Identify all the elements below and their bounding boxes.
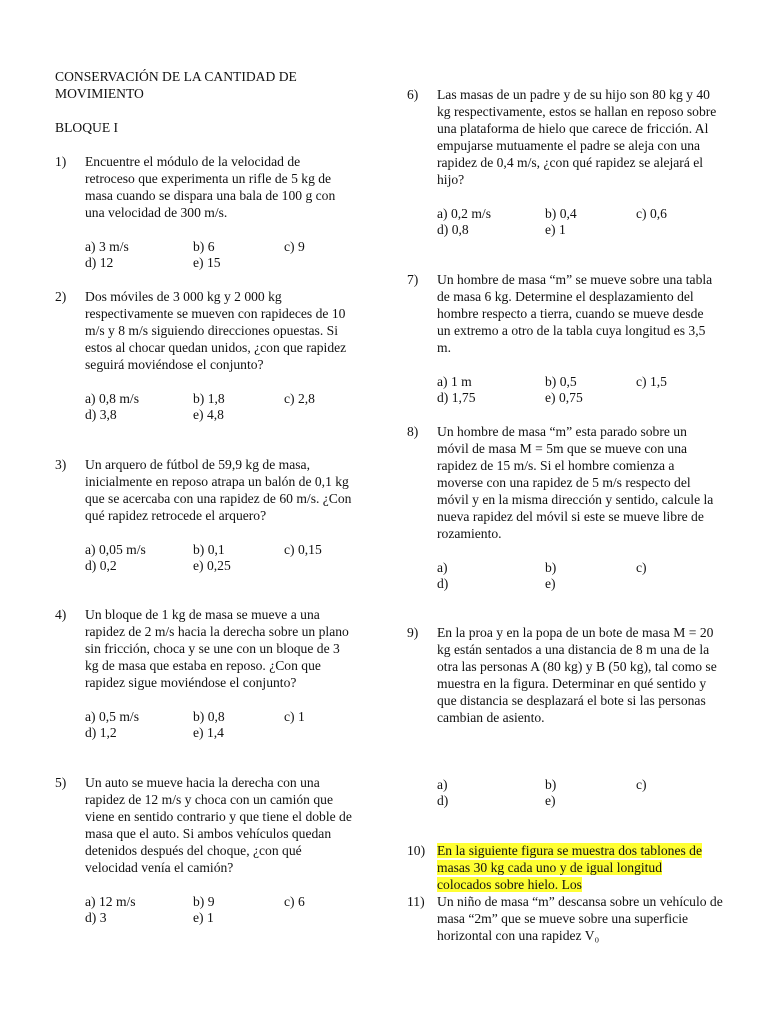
- question-number: 7): [407, 272, 419, 287]
- option-d: d) 1,2: [85, 725, 117, 740]
- option-d: d) 1,75: [437, 390, 476, 405]
- question-9: [407, 624, 727, 810]
- left-column: [55, 0, 365, 1024]
- option-a: a) 0,05 m/s: [85, 542, 146, 557]
- option-e: e) 4,8: [193, 407, 224, 422]
- option-b: b): [545, 777, 557, 792]
- question-11: [407, 893, 727, 944]
- option-b: b): [545, 560, 557, 575]
- option-c: c) 0,15: [284, 542, 322, 557]
- option-b: b) 0,1: [193, 542, 225, 557]
- question-number: 9): [407, 625, 419, 640]
- question-7: [407, 271, 727, 407]
- question-4: [55, 606, 365, 742]
- option-a: a) 0,5 m/s: [85, 709, 139, 724]
- question-text: Un hombre de masa “m” se mueve sobre una tabla de masa 6 kg. Determine el desplazamiento del hombre respecto a tierra, cuando se mueve desde un extremo a otro de la tabla cuya longitud es 3,5 m.: [437, 272, 713, 355]
- answer-options: [85, 893, 365, 927]
- option-e: e) 0,75: [545, 390, 583, 405]
- option-a: a) 0,2 m/s: [437, 206, 491, 221]
- option-b: b) 0,5: [545, 374, 577, 389]
- block-heading: BLOQUE I: [55, 120, 119, 135]
- document-title: CONSERVACIÓN DE LA CANTIDAD DE MOVIMIENTO: [55, 69, 297, 101]
- question-text: Las masas de un padre y de su hijo son 80 kg y 40 kg respectivamente, estos se hallan en reposo sobre una plataforma de hielo que carece de fricción. Al empujarse mutuamente el padre se aleja con una rapidez de 0,4 m/s, ¿con qué rapidez se alejará el hijo?: [437, 87, 717, 187]
- question-number: 1): [55, 154, 67, 169]
- question-number: 10): [407, 843, 426, 858]
- option-a: a) 3 m/s: [85, 239, 129, 254]
- question-text: [437, 842, 719, 893]
- question-text: Un arquero de fútbol de 59,9 kg de masa, inicialmente en reposo atrapa un balón de 0,1 kg que se acercaba con una rapidez de 60 m/s. ¿Con qué rapidez retrocede el arquero?: [85, 457, 352, 523]
- option-c: c) 2,8: [284, 391, 315, 406]
- question-text: Dos móviles de 3 000 kg y 2 000 kg respectivamente se mueven con rapideces de 10 m/s y 8 m/s siguiendo direcciones opuestas. Si estos al chocar quedan unidos, ¿con que rapidez seguirá moviéndose el conjunto?: [85, 289, 347, 372]
- answer-options: [85, 390, 365, 424]
- option-a: a) 1 m: [437, 374, 472, 389]
- option-d: d): [437, 793, 449, 808]
- option-c: c): [636, 560, 647, 575]
- option-c: c) 1: [284, 709, 305, 724]
- option-a: a): [437, 560, 448, 575]
- option-b: b) 0,4: [545, 206, 577, 221]
- option-b: b) 6: [193, 239, 215, 254]
- option-d: d) 3,8: [85, 407, 117, 422]
- option-c: c) 1,5: [636, 374, 667, 389]
- question-text: Encuentre el módulo de la velocidad de retroceso que experimenta un rifle de 5 kg de masa cuando se dispara una bala de 100 g con una velocidad de 300 m/s.: [85, 154, 336, 220]
- highlighted-text: En la siguiente figura se muestra dos tablones de masas 30 kg cada uno y de igual longitud colocados sobre hielo. Los: [437, 843, 703, 892]
- question-2: [55, 288, 365, 424]
- option-b: b) 0,8: [193, 709, 225, 724]
- question-number: 5): [55, 775, 67, 790]
- question-text: Un niño de masa “m” descansa sobre un vehículo de masa “2m” que se mueve sobre una superficie horizontal con una rapidez V₀: [437, 894, 723, 943]
- answer-options: [437, 559, 727, 593]
- question-8: [407, 423, 727, 593]
- option-d: d) 0,2: [85, 558, 117, 573]
- question-6: [407, 86, 727, 239]
- option-c: c) 9: [284, 239, 305, 254]
- option-e: e) 1: [545, 222, 566, 237]
- option-c: c) 6: [284, 894, 305, 909]
- question-10: [407, 842, 727, 893]
- question-text: Un bloque de 1 kg de masa se mueve a una rapidez de 2 m/s hacia la derecha sobre un plano sin fricción, choca y se une con un bloque de 3 kg de masa que estaba en reposo. ¿Con que rapidez sigue moviéndose el conjunto?: [85, 607, 349, 690]
- option-e: e) 1,4: [193, 725, 224, 740]
- option-a: a) 0,8 m/s: [85, 391, 139, 406]
- answer-options: [437, 776, 727, 810]
- question-number: 4): [55, 607, 67, 622]
- option-c: c): [636, 777, 647, 792]
- question-text: Un auto se mueve hacia la derecha con una rapidez de 12 m/s y choca con un camión que viene en sentido contrario y que tiene el doble de masa que el auto. Si ambos vehículos quedan detenidos después del choque, ¿con qué velocidad venía el camión?: [85, 775, 352, 875]
- question-1: [55, 153, 365, 272]
- option-d: d): [437, 576, 449, 591]
- question-number: 8): [407, 424, 419, 439]
- option-e: e) 0,25: [193, 558, 231, 573]
- option-a: a): [437, 777, 448, 792]
- question-3: [55, 456, 365, 575]
- answer-options: [85, 708, 365, 742]
- option-e: e): [545, 793, 556, 808]
- option-d: d) 0,8: [437, 222, 469, 237]
- answer-options: [437, 205, 727, 239]
- option-a: a) 12 m/s: [85, 894, 136, 909]
- option-b: b) 9: [193, 894, 215, 909]
- answer-options: [85, 541, 365, 575]
- question-number: 2): [55, 289, 67, 304]
- question-number: 11): [407, 894, 425, 909]
- answer-options: [85, 238, 365, 272]
- question-number: 6): [407, 87, 419, 102]
- question-text: En la proa y en la popa de un bote de masa M = 20 kg están sentados a una distancia de 8 m una de la otra las personas A (80 kg) y B (50 kg), tal como se muestra en la figura. Determinar en qué sentido y que distancia se desplazará el bote si las personas cambian de asiento.: [437, 625, 717, 725]
- option-e: e) 15: [193, 255, 221, 270]
- option-b: b) 1,8: [193, 391, 225, 406]
- question-text: Un hombre de masa “m” esta parado sobre un móvil de masa M = 5m que se mueve con una rapidez de 15 m/s. Si el hombre comienza a moverse con una rapidez de 5 m/s respecto del móvil y en la misma dirección y sentido, calcule la nueva rapidez del móvil si este se mueve libre de rozamiento.: [437, 424, 714, 541]
- option-d: d) 12: [85, 255, 114, 270]
- answer-options: [437, 373, 727, 407]
- option-c: c) 0,6: [636, 206, 667, 221]
- right-column: [407, 0, 727, 1024]
- option-e: e) 1: [193, 910, 214, 925]
- option-d: d) 3: [85, 910, 107, 925]
- question-number: 3): [55, 457, 67, 472]
- question-5: [55, 774, 365, 927]
- option-e: e): [545, 576, 556, 591]
